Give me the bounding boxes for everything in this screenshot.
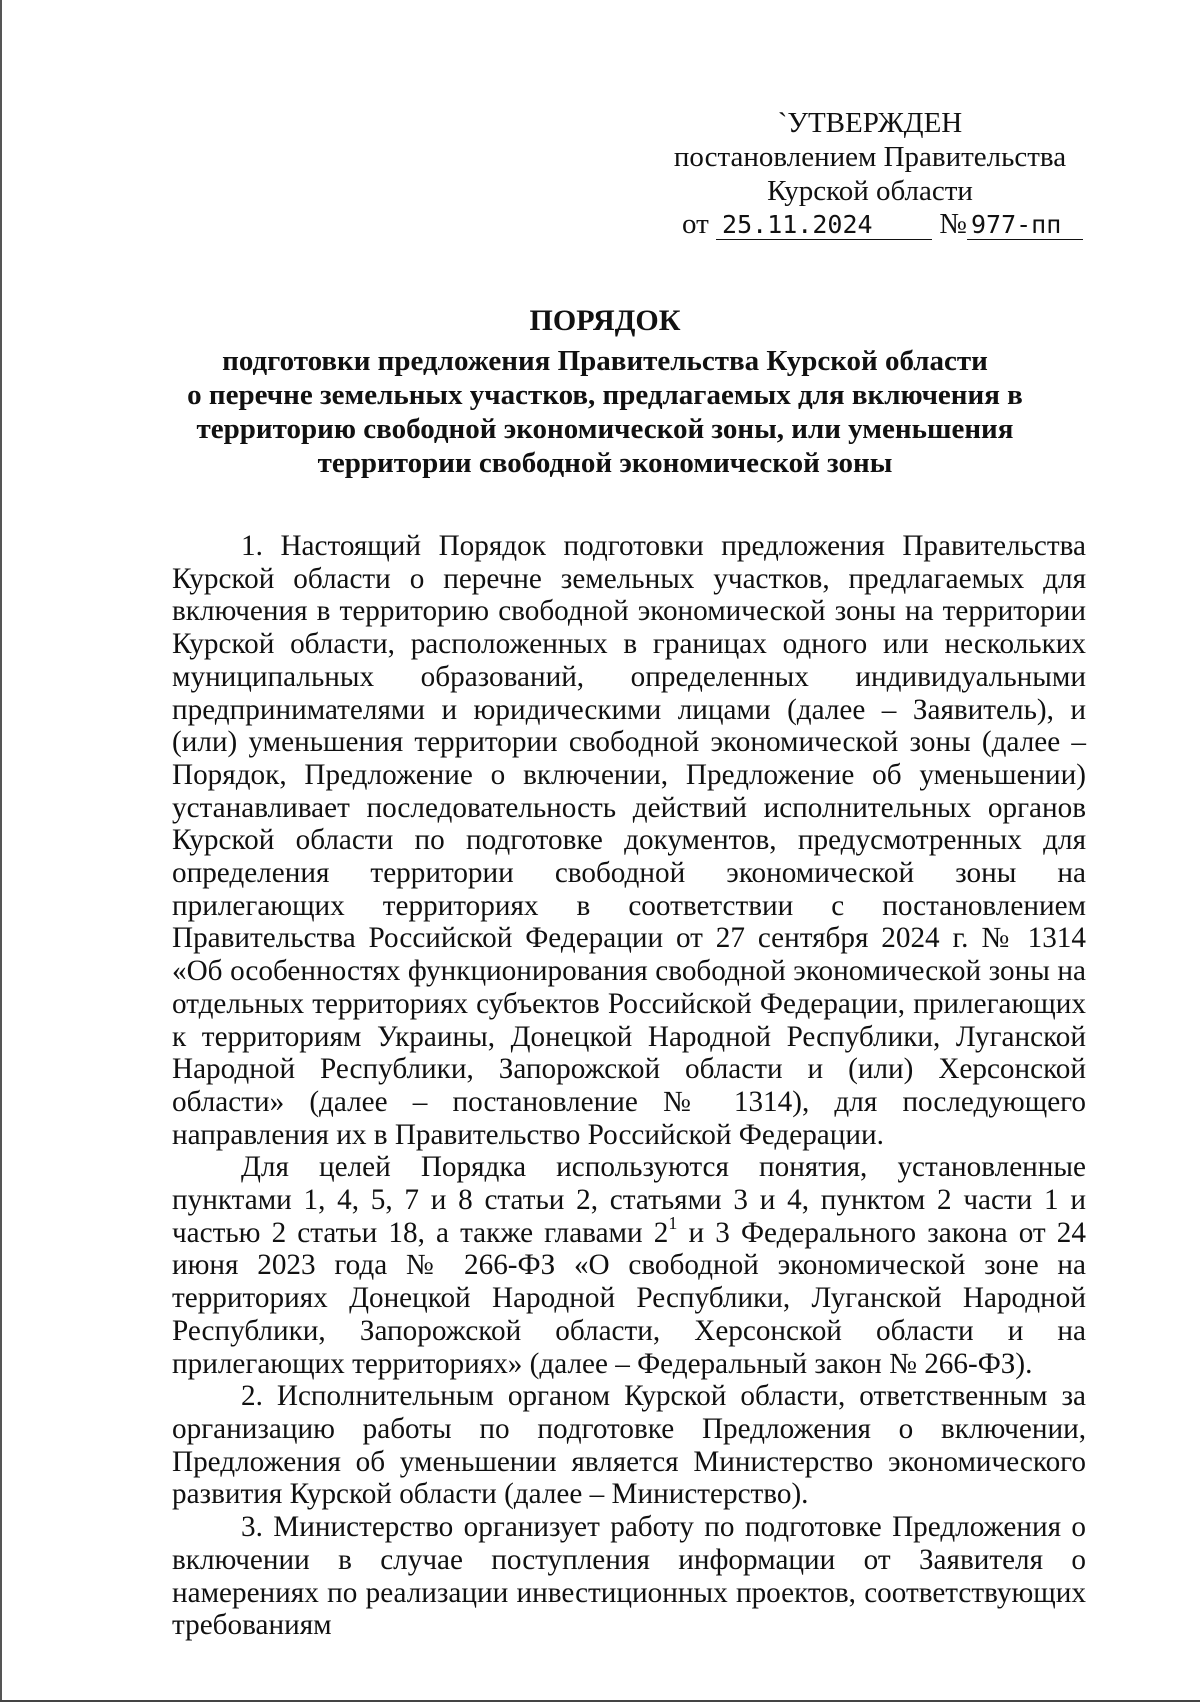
title-line-1: подготовки предложения Правительства Курской области (222, 345, 988, 377)
document-body (172, 530, 1086, 1642)
paragraph-2-part-1: Для целей Порядка используются понятия, установленные пунктами 1, 4, 5, 7 и 8 статьи 2, статьями 3 и 4, пунктом 2 части 1 и частью 2 статьи 18, а также главами 2 (172, 1151, 1086, 1249)
approval-stamp (650, 106, 1090, 208)
document-title (160, 304, 1050, 480)
paragraph-3: 2. Исполнительным органом Курской области, ответственным за организацию работы по подготовке Предложения о включении, Предложения об уменьшении является Министерство экономического развития Курской области (далее – Министерство). (172, 1380, 1086, 1511)
approval-heading: `УТВЕРЖДЕН (777, 107, 963, 139)
paragraph-2-part-2: и 3 Федерального закона от 24 июня 2023 года № 266-ФЗ «О свободной экономической зоне на территориях Донецкой Народной Республики, Луганской Народной Республики, Запорожской области, Херсонской области и на прилегающих территориях» (далее – Федеральный закон № 266-ФЗ). (172, 1216, 1086, 1380)
paragraph-2 (172, 1151, 1086, 1380)
approval-number: 977-пп (967, 210, 1083, 240)
approval-line-1: постановлением Правительства (673, 141, 1067, 173)
approval-date-line (682, 208, 1083, 241)
title-line-3: территорию свободной экономической зоны, или уменьшения (196, 413, 1014, 445)
approval-date: 25.11.2024 (716, 210, 932, 240)
superscript: 1 (668, 1213, 678, 1234)
title-line-2: о перечне земельных участков, предлагаемых для включения в (187, 379, 1023, 411)
paragraph-4: 3. Министерство организует работу по подготовке Предложения о включении в случае поступления информации от Заявителя о намерениях по реализации инвестиционных проектов, соответствующих требованиям (172, 1511, 1086, 1642)
paragraph-1: 1. Настоящий Порядок подготовки предложения Правительства Курской области о перечне земельных участков, предлагаемых для включения в территорию свободной экономической зоны на территории Курской области, расположенных в границах одного или нескольких муниципальных образований, определенных индивидуальными предпринимателями и юридическими лицами (далее – Заявитель), и (или) уменьшения территории свободной экономической зоны (далее – Порядок, Предложение о включении, Предложение об уменьшении) устанавливает последовательность действий исполнительных органов Курской области по подготовке документов, предусмотренных для определения территории свободной экономической зоны на прилегающих территориях в соответствии с постановлением Правительства Российской Федерации от 27 сентября 2024 г. № 1314 «Об особенностях функционирования свободной экономической зоны на отдельных территориях субъектов Российской Федерации, прилегающих к территориям Украины, Донецкой Народной Республики, Луганской Народной Республики, Запорожской области и (или) Херсонской области» (далее – постановление № 1314), для последующего направления их в Правительство Российской Федерации. (172, 530, 1086, 1151)
approval-line-2: Курской области (767, 175, 973, 207)
date-prefix: от (682, 208, 709, 240)
number-prefix: № (939, 208, 967, 240)
scan-left-edge (0, 0, 2, 1702)
title-main: ПОРЯДОК (529, 304, 681, 337)
title-line-4: территории свободной экономической зоны (317, 447, 893, 479)
